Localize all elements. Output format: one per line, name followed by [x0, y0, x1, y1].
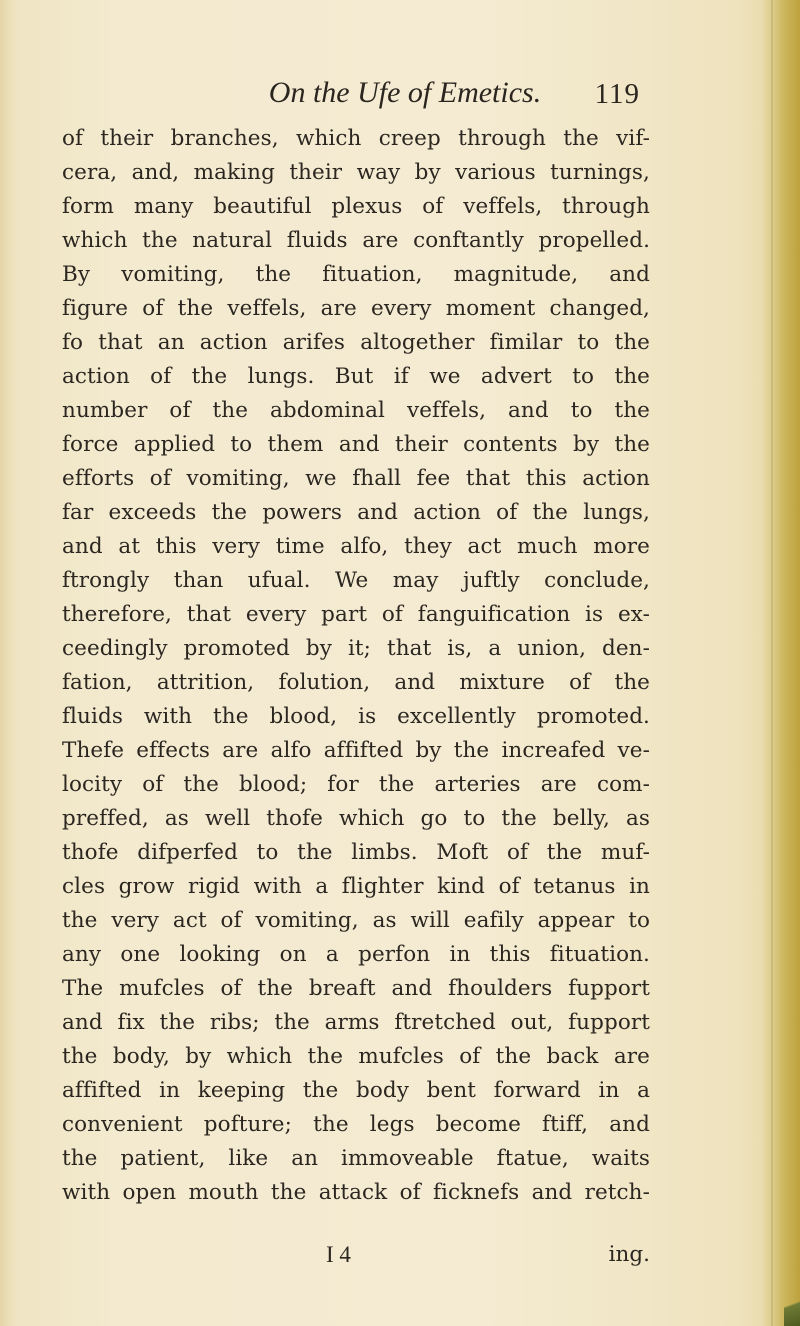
catchword: ing.	[608, 1242, 650, 1267]
text-line: preffed, as well thofe which go to the belly, as	[62, 806, 650, 831]
text-line: action of the lungs. But if we advert to the	[62, 364, 650, 389]
signature-mark: I 4	[326, 1242, 351, 1267]
text-line: The mufcles of the breaft and fhoulders fupport	[62, 976, 650, 1001]
page-corner	[784, 1290, 800, 1326]
text-line: fation, attrition, folution, and mixture of the	[62, 670, 650, 695]
text-line: therefore, that every part of fanguification is ex-	[62, 602, 650, 627]
body-text	[62, 122, 650, 1210]
text-line: cera, and, making their way by various turnings,	[62, 160, 650, 185]
page-edge-line	[771, 0, 773, 1326]
text-line: By vomiting, the fituation, magnitude, and	[62, 262, 650, 287]
text-line: locity of the blood; for the arteries are com-	[62, 772, 650, 797]
text-line: the patient, like an immoveable ftatue, waits	[62, 1146, 650, 1171]
text-line: and fix the ribs; the arms ftretched out, fupport	[62, 1010, 650, 1035]
page-footer	[62, 1238, 650, 1272]
text-line: which the natural fluids are conftantly propelled.	[62, 228, 650, 253]
text-line: affifted in keeping the body bent forward in a	[62, 1078, 650, 1103]
text-line: fluids with the blood, is excellently promoted.	[62, 704, 650, 729]
text-line: of their branches, which creep through the vif-	[62, 126, 650, 151]
text-line: ceedingly promoted by it; that is, a union, den-	[62, 636, 650, 661]
text-line: figure of the veffels, are every moment changed,	[62, 296, 650, 321]
page-number: 119	[594, 78, 640, 110]
text-line: force applied to them and their contents by the	[62, 432, 650, 457]
text-line: fo that an action arifes altogether fimilar to the	[62, 330, 650, 355]
text-line: ftrongly than ufual. We may juftly conclude,	[62, 568, 650, 593]
text-line: Thefe effects are alfo affifted by the increafed ve-	[62, 738, 650, 763]
running-header	[0, 72, 800, 122]
text-line: far exceeds the powers and action of the lungs,	[62, 500, 650, 525]
text-line: any one looking on a perfon in this fituation.	[62, 942, 650, 967]
text-line: the body, by which the mufcles of the back are	[62, 1044, 650, 1069]
text-line: thofe difperfed to the limbs. Moft of the muf-	[62, 840, 650, 865]
text-line: number of the abdominal veffels, and to the	[62, 398, 650, 423]
page-edge	[762, 0, 800, 1326]
running-title: On the Ufe of Emetics.	[268, 76, 542, 109]
text-line: convenient pofture; the legs become ftiff, and	[62, 1112, 650, 1137]
text-line: and at this very time alfo, they act much more	[62, 534, 650, 559]
text-line: efforts of vomiting, we fhall fee that this action	[62, 466, 650, 491]
text-line: with open mouth the attack of ficknefs and retch-	[62, 1180, 650, 1205]
text-line: the very act of vomiting, as will eafily appear to	[62, 908, 650, 933]
text-line: cles grow rigid with a flighter kind of tetanus in	[62, 874, 650, 899]
page-gutter-shadow	[0, 0, 16, 1326]
text-line: form many beautiful plexus of veffels, through	[62, 194, 650, 219]
